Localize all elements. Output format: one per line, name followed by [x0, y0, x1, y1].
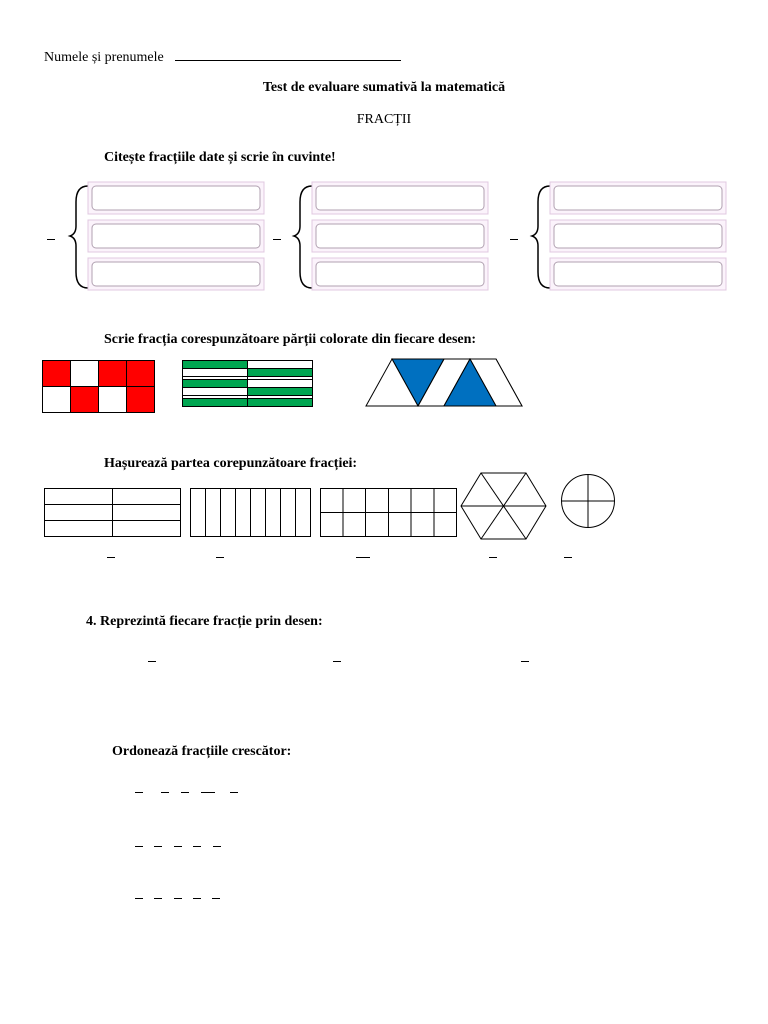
- answer-field-1-3[interactable]: [92, 262, 260, 286]
- fraction-blank-1-1: [47, 239, 55, 240]
- fraction-blank-5-3-4: [193, 898, 201, 899]
- brace-3: [532, 186, 550, 288]
- stripe: [183, 380, 248, 388]
- rect-2x6-drawing[interactable]: [320, 488, 458, 538]
- fraction-blank-5-2-2: [154, 846, 162, 847]
- fraction-blank-5-2-1: [135, 846, 143, 847]
- rect-1x8-drawing[interactable]: [190, 488, 312, 538]
- fraction-blank-3-5: [564, 557, 572, 558]
- checker-cell: [127, 387, 155, 413]
- fraction-blank-4-3: [521, 661, 529, 662]
- answer-field-2-3[interactable]: [316, 262, 484, 286]
- fraction-blank-5-2-3: [174, 846, 182, 847]
- fraction-blank-5-1-3: [181, 792, 189, 793]
- fraction-blank-1-2: [273, 239, 281, 240]
- stripe: [183, 361, 248, 369]
- answer-field-2-2[interactable]: [316, 224, 484, 248]
- fraction-blank-5-3-5: [212, 898, 220, 899]
- fraction-blank-5-1-2: [161, 792, 169, 793]
- brace-2: [294, 186, 312, 288]
- checker-cell: [43, 361, 71, 387]
- name-label: Numele și prenumele: [44, 50, 164, 65]
- exercise-2-instruction: Scrie fracția corespunzătoare părții colorate din fiecare desen:: [104, 332, 477, 347]
- fraction-blank-4-1: [148, 661, 156, 662]
- exercise-1-instruction: Citește fracțiile date și scrie în cuvinte!: [104, 150, 336, 165]
- checker-cell: [99, 361, 127, 387]
- exercise-4-instruction: 4. Reprezintă fiecare fracție prin desen:: [86, 614, 323, 629]
- fraction-blank-5-1-5: [230, 792, 238, 793]
- hexagon-drawing[interactable]: [460, 472, 548, 540]
- rect-3x2-drawing[interactable]: [44, 488, 182, 538]
- fraction-blank-5-2-4: [193, 846, 201, 847]
- test-title: Test de evaluare sumativă la matematică: [262, 80, 506, 95]
- fraction-blank-3-1: [107, 557, 115, 558]
- checker-cell: [71, 387, 99, 413]
- brace-1: [70, 186, 88, 288]
- exercise-5-instruction: Ordonează fracțiile crescător:: [112, 744, 292, 759]
- answer-field-3-2[interactable]: [554, 224, 722, 248]
- answer-group-3: [528, 180, 728, 294]
- answer-field-3-1[interactable]: [554, 186, 722, 210]
- fraction-blank-3-4: [489, 557, 497, 558]
- fraction-blank-5-3-3: [174, 898, 182, 899]
- checker-cell: [127, 361, 155, 387]
- name-blank-line[interactable]: [175, 46, 401, 61]
- answer-field-1-1[interactable]: [92, 186, 260, 210]
- circle-drawing[interactable]: [560, 473, 616, 529]
- stripe: [248, 388, 313, 396]
- answer-group-2: [290, 180, 492, 294]
- answer-field-1-2[interactable]: [92, 224, 260, 248]
- subject-title: FRACȚII: [356, 112, 412, 127]
- exercise-3-instruction: Hașurează partea corepunzătoare fracției:: [104, 456, 358, 471]
- fraction-blank-5-2-5: [213, 846, 221, 847]
- triangles-drawing: [366, 358, 524, 408]
- fraction-blank-1-3: [510, 239, 518, 240]
- fraction-blank-5-1-4: [201, 792, 215, 793]
- checker-drawing: [42, 360, 156, 414]
- stripes-drawing: [182, 360, 314, 408]
- answer-group-1: [66, 180, 268, 294]
- fraction-blank-3-3: [356, 557, 370, 558]
- stripe: [248, 369, 313, 377]
- answer-field-3-3[interactable]: [554, 262, 722, 286]
- fraction-blank-3-2: [216, 557, 224, 558]
- fraction-blank-5-3-1: [135, 898, 143, 899]
- fraction-blank-5-1-1: [135, 792, 143, 793]
- answer-field-2-1[interactable]: [316, 186, 484, 210]
- name-field-row: [44, 46, 401, 66]
- fraction-blank-4-2: [333, 661, 341, 662]
- fraction-blank-5-3-2: [154, 898, 162, 899]
